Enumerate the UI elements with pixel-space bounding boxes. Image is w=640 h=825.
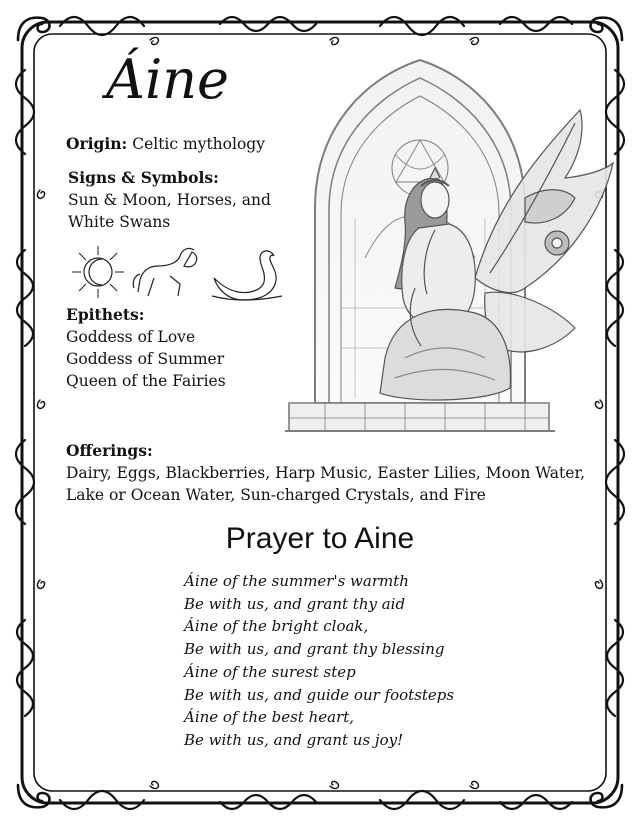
offerings-label: Offerings: [66,441,153,460]
epithet-item: Queen of the Fairies [66,372,226,390]
page-title [100,40,270,118]
prayer-line: Be with us, and guide our footsteps [184,685,455,704]
signs-label: Signs & Symbols: [68,168,219,187]
signs-line: Sun & Moon, Horses, and [68,191,271,209]
signs-line: White Swans [68,213,171,231]
offerings-section [66,440,585,506]
origin-value: Celtic mythology [132,135,265,153]
prayer-title: Prayer to Aine [225,522,415,555]
epithet-item: Goddess of Summer [66,350,225,368]
prayer-line: Be with us, and grant thy aid [184,594,406,613]
horse-icon [133,248,197,296]
svg-text:Áine: Áine [106,48,230,111]
epithets-label: Epithets: [66,305,145,324]
offerings-line: Lake or Ocean Water, Sun-charged Crystals, and Fire [66,486,486,504]
epithet-item: Goddess of Love [66,328,196,346]
fairy-illustration [285,58,615,443]
prayer-line: Áine of the bright cloak, [184,617,369,636]
prayer-line: Áine of the surest step [184,662,356,681]
epithets-section [66,304,226,392]
signs-section [68,167,271,233]
prayer-line: Be with us, and grant us joy! [184,730,404,749]
swan-icon [212,251,282,300]
origin-label: Origin: [66,134,128,153]
sun-moon-icon [72,246,124,298]
prayer-line: Áine of the summer's warmth [184,572,409,590]
origin-field [66,133,265,155]
prayer-line: Be with us, and grant thy blessing [184,640,445,659]
offerings-line: Dairy, Eggs, Blackberries, Harp Music, Easter Lilies, Moon Water, [66,464,586,482]
prayer-text [184,570,454,752]
symbol-sketches [64,238,289,306]
prayer-line: Áine of the best heart, [184,708,355,727]
